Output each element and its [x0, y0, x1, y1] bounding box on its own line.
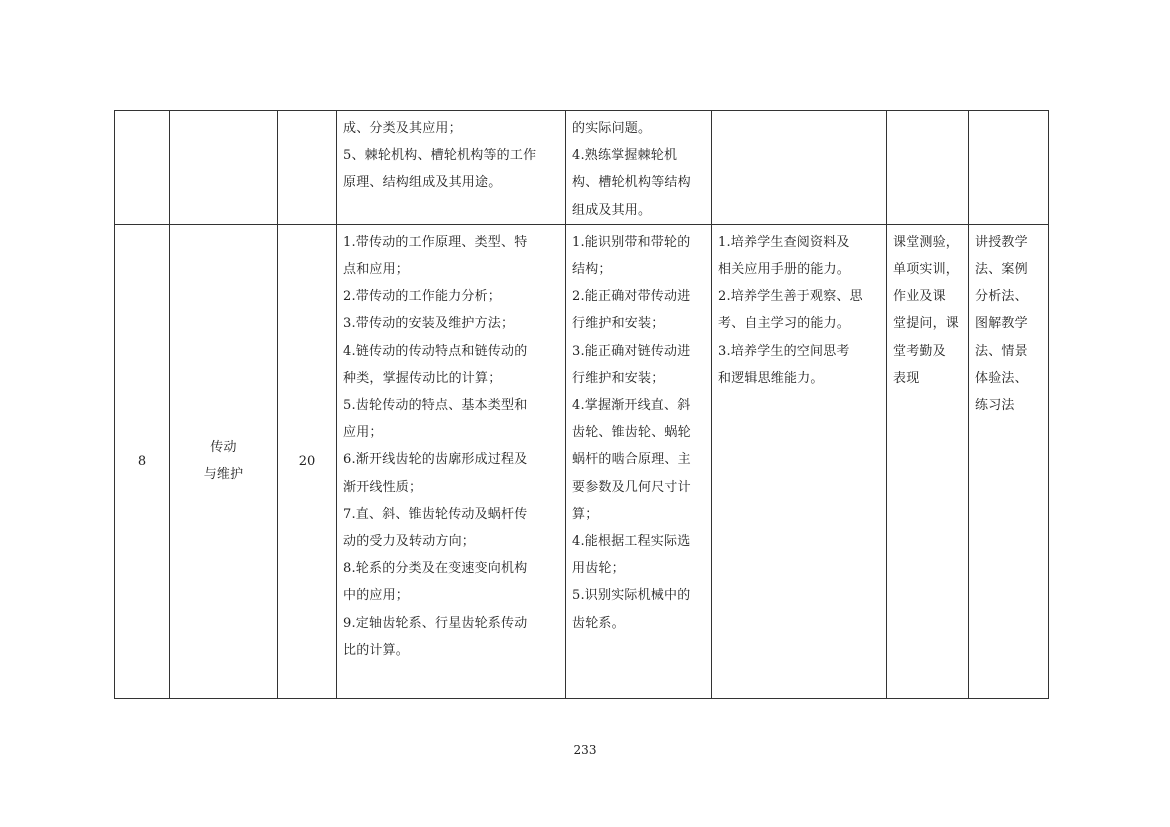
skills-line: 用齿轮； [572, 561, 625, 577]
content-line: 2.带传动的工作能力分析； [343, 289, 502, 305]
assessment-line: 单项实训， [893, 262, 960, 278]
module-cell [170, 111, 278, 225]
row-number-cell [115, 111, 170, 225]
content-line: 成、分类及其应用； [343, 121, 462, 136]
content-line: 1.带传动的工作原理、类型、特 [343, 234, 528, 250]
content-line: 中的应用； [343, 588, 410, 604]
skills-line: 4.能根据工程实际选 [572, 534, 691, 550]
table-row [115, 224, 1049, 698]
content-line: 4.链传动的传动特点和链传动的 [343, 343, 528, 359]
content-line: 原理、结构组成及其用途。 [343, 175, 502, 191]
hours-cell [278, 224, 337, 698]
methods-line: 图解教学 [975, 316, 1028, 332]
skills-line: 构、槽轮机构等结构 [572, 175, 691, 191]
quality-line: 考、自主学习的能力。 [718, 316, 851, 332]
methods-line: 分析法、 [975, 289, 1028, 305]
quality-line: 3.培养学生的空间思考 [718, 343, 850, 359]
skills-line: 1.能识别带和带轮的 [572, 234, 691, 250]
syllabus-table [114, 110, 1049, 699]
content-line: 5、棘轮机构、槽轮机构等的工作 [343, 148, 537, 164]
content-line: 动的受力及转动方向； [343, 534, 476, 550]
assessment-line: 堂考勤及 [893, 343, 946, 359]
skills-line: 齿轮系。 [572, 615, 625, 631]
assessment-line: 堂提问，课 [893, 316, 960, 332]
module-line: 传动 [210, 440, 237, 456]
assessment-line: 课堂测验， [893, 234, 960, 250]
skills-line: 2.能正确对带传动进 [572, 289, 691, 305]
skills-line: 的实际问题。 [572, 121, 652, 136]
skills-line: 算； [572, 506, 599, 522]
skills-line: 组成及其用。 [572, 202, 652, 218]
skills-line: 行维护和安装； [572, 370, 665, 386]
skills-cell [566, 111, 712, 225]
content-cell [337, 111, 566, 225]
methods-line: 练习法 [975, 398, 1015, 414]
content-line: 8.轮系的分类及在变速变向机构 [343, 561, 528, 577]
methods-line: 法、案例 [975, 262, 1028, 278]
skills-line: 要参数及几何尺寸计 [572, 479, 691, 495]
skills-line: 齿轮、锥齿轮、蜗轮 [572, 425, 691, 441]
assessment-line: 作业及课 [893, 289, 946, 305]
skills-line: 结构； [572, 262, 612, 278]
content-line: 5.齿轮传动的特点、基本类型和 [343, 398, 528, 414]
row-number-cell [115, 224, 170, 698]
assessment-line: 表现 [893, 370, 920, 386]
skills-line: 4.熟练掌握棘轮机 [572, 148, 678, 164]
methods-cell [969, 111, 1049, 225]
content-line: 比的计算。 [343, 642, 410, 658]
skills-line: 5.识别实际机械中的 [572, 588, 691, 604]
skills-line: 蜗杆的啮合原理、主 [572, 452, 691, 468]
content-line: 7.直、斜、锥齿轮传动及蜗杆传 [343, 506, 528, 522]
table-row [115, 111, 1049, 225]
assessment-cell [887, 111, 969, 225]
content-line: 3.带传动的安装及维护方法； [343, 316, 515, 332]
quality-line: 2.培养学生善于观察、思 [718, 289, 863, 305]
methods-cell [969, 224, 1049, 698]
skills-line: 行维护和安装； [572, 316, 665, 332]
content-cell [337, 224, 566, 698]
module-cell [170, 224, 278, 698]
skills-cell [566, 224, 712, 698]
quality-line: 1.培养学生查阅资料及 [718, 234, 850, 250]
page-number: 233 [573, 743, 597, 757]
hours-value: 20 [298, 453, 316, 469]
methods-line: 体验法、 [975, 370, 1028, 386]
quality-line: 相关应用手册的能力。 [718, 262, 851, 278]
hours-cell [278, 111, 337, 225]
row-number: 8 [137, 453, 147, 469]
content-line: 点和应用； [343, 262, 410, 278]
skills-line: 4.掌握渐开线直、斜 [572, 398, 691, 414]
methods-line: 法、情景 [975, 343, 1028, 359]
quality-cell [712, 224, 887, 698]
quality-line: 和逻辑思维能力。 [718, 370, 824, 386]
assessment-cell [887, 224, 969, 698]
content-line: 6.渐开线齿轮的齿廓形成过程及 [343, 452, 528, 468]
methods-line: 讲授教学 [975, 234, 1028, 250]
quality-cell [712, 111, 887, 225]
content-line: 9.定轴齿轮系、行星齿轮系传动 [343, 615, 528, 631]
content-line: 种类，掌握传动比的计算； [343, 370, 502, 386]
content-line: 应用； [343, 425, 383, 441]
skills-line: 3.能正确对链传动进 [572, 343, 691, 359]
content-line: 渐开线性质； [343, 479, 423, 495]
module-line: 与维护 [203, 467, 244, 483]
